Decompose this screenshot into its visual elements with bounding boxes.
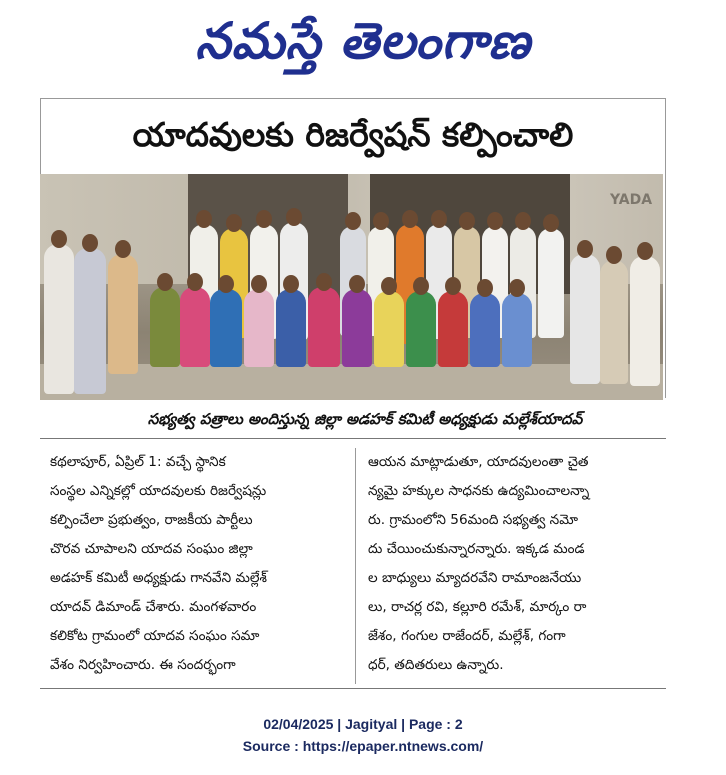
photo-person bbox=[150, 287, 180, 367]
photo-head bbox=[256, 210, 272, 228]
photo-head bbox=[187, 273, 203, 291]
article-line: న్యమై హక్కుల సాధనకు ఉద్యమించాలన్నా bbox=[368, 483, 590, 499]
photo-head bbox=[345, 212, 361, 230]
article-column-left bbox=[50, 448, 345, 688]
photo-head bbox=[226, 214, 242, 232]
photo-head bbox=[286, 208, 302, 226]
photo-person bbox=[342, 289, 372, 367]
photo-head bbox=[637, 242, 653, 260]
article-line: సంస్థల ఎన్నికల్లో యాదవులకు రిజర్వేషన్లు bbox=[50, 483, 267, 499]
photo-person bbox=[210, 289, 242, 367]
article-line: ధర్, తదితరులు ఉన్నారు. bbox=[368, 657, 504, 673]
photo-head bbox=[577, 240, 593, 258]
photo-person bbox=[374, 291, 404, 367]
article-line: కల్పించేలా ప్రభుత్వం, రాజకీయ పార్టీలు bbox=[50, 512, 253, 528]
photo-head bbox=[606, 246, 622, 264]
photo-wall-sign: YADA bbox=[610, 192, 653, 208]
photo-head bbox=[445, 277, 461, 295]
photo-head bbox=[373, 212, 389, 230]
photo-head bbox=[515, 212, 531, 230]
photo-person bbox=[438, 291, 468, 367]
article-headline: యాదవులకు రిజర్వేషన్ కల్పించాలి bbox=[132, 115, 574, 154]
article-line: అడహక్ కమిటీ అధ్యక్షుడు గానవేని మల్లేశ్ bbox=[50, 570, 267, 586]
photo-person bbox=[470, 293, 500, 367]
photo-head bbox=[283, 275, 299, 293]
newspaper-masthead: నమస్తే తెలంగాణ bbox=[195, 12, 531, 70]
photo-head bbox=[51, 230, 67, 248]
article-line: జేశం, గంగుల రాజేందర్, మల్లేశ్, గంగా bbox=[368, 628, 566, 644]
photo-person bbox=[406, 291, 436, 367]
column-divider bbox=[355, 448, 356, 684]
photo-person bbox=[180, 287, 210, 367]
article-photo bbox=[40, 174, 663, 400]
photo-person bbox=[244, 289, 274, 367]
article-line: యాదవ్ డిమాండ్ చేశారు. మంగళవారం bbox=[50, 599, 257, 615]
article-line: ఆయన మాట్లాడుతూ, యాదవులంతా చైత bbox=[368, 454, 589, 470]
photo-caption: సభ్యత్వ పత్రాలు అందిస్తున్న జిల్లా అడహక్ కమిటీ అధ్యక్షుడు మల్లేశ్‌యాదవ్ bbox=[147, 410, 583, 428]
photo-head bbox=[413, 277, 429, 295]
article-line: దు చేయించుకున్నారన్నారు. ఇక్కడ మండ bbox=[368, 541, 585, 557]
publication-date-line: 02/04/2025 | Jagityal | Page : 2 bbox=[263, 716, 463, 732]
article-line: లు, రాచర్ల రవి, కల్లూరి రమేశ్, మార్కం రా bbox=[368, 599, 587, 615]
photo-head bbox=[509, 279, 525, 297]
frame-top-rule bbox=[40, 98, 666, 99]
photo-head bbox=[251, 275, 267, 293]
article-line: రు. గ్రామంలోని 56మంది సభ్యత్వ నమో bbox=[368, 512, 578, 528]
photo-head bbox=[381, 277, 397, 295]
article-line: చొరవ చూపాలని యాదవ సంఘం జిల్లా bbox=[50, 541, 253, 557]
article-line: కథలాపూర్, ఏప్రిల్ 1: వచ్చే స్థానిక bbox=[50, 454, 226, 470]
photo-head bbox=[218, 275, 234, 293]
photo-head bbox=[82, 234, 98, 252]
photo-head bbox=[402, 210, 418, 228]
photo-head bbox=[196, 210, 212, 228]
bottom-rule bbox=[40, 688, 666, 689]
photo-head bbox=[349, 275, 365, 293]
photo-head bbox=[431, 210, 447, 228]
article-line: ల బాధ్యులు మ్యాదరవేని రామాంజనేయు bbox=[368, 570, 582, 586]
photo-person bbox=[308, 287, 340, 367]
photo-head bbox=[459, 212, 475, 230]
photo-person bbox=[502, 293, 532, 367]
photo-head bbox=[477, 279, 493, 297]
caption-rule bbox=[40, 438, 666, 439]
photo-person bbox=[276, 289, 306, 367]
photo-head bbox=[316, 273, 332, 291]
article-line: వేశం నిర్వహించారు. ఈ సందర్భంగా bbox=[50, 657, 236, 673]
source-url-line: Source : https://epaper.ntnews.com/ bbox=[242, 738, 484, 754]
photo-head bbox=[157, 273, 173, 291]
photo-head bbox=[487, 212, 503, 230]
photo-head bbox=[543, 214, 559, 232]
photo-head bbox=[115, 240, 131, 258]
article-column-right bbox=[368, 448, 668, 688]
photo-people-seated bbox=[40, 269, 663, 379]
article-line: కలికోట గ్రామంలో యాదవ సంఘం సమా bbox=[50, 628, 260, 644]
